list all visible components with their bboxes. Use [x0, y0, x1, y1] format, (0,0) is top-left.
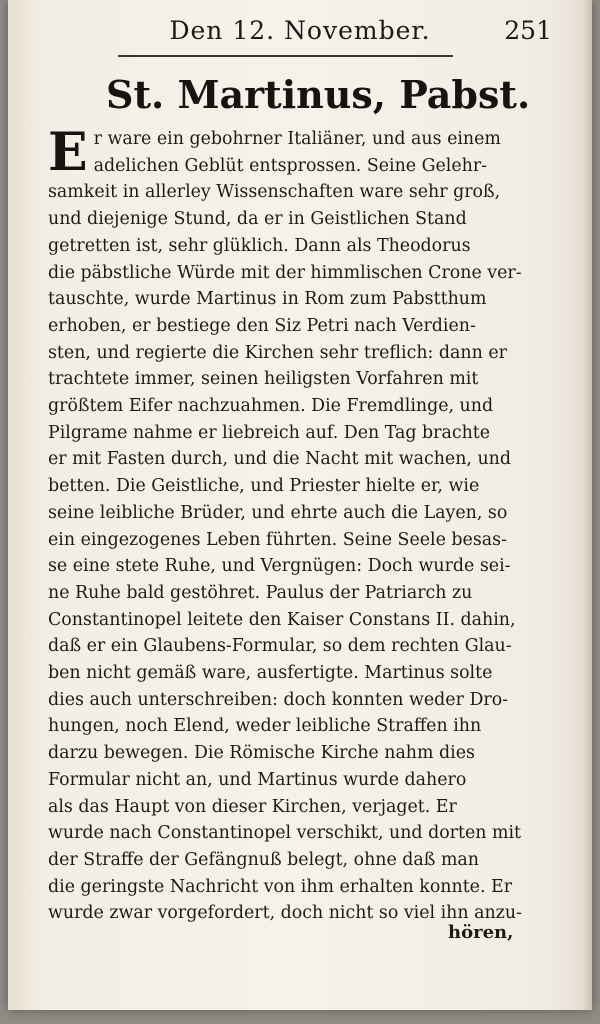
- text-line: trachtete immer, seinen heiligsten Vorfahren mit: [48, 369, 479, 390]
- page-edge-shadow: [582, 0, 592, 1010]
- text-line: samkeit in allerley Wissenschaften ware sehr groß,: [48, 182, 501, 203]
- header-rule: [118, 55, 453, 57]
- page-header: [8, 12, 592, 52]
- text-line: Constantinopel leitete den Kaiser Constans II. dahin,: [48, 609, 516, 630]
- text-line: tauschte, wurde Martinus in Rom zum Pabstthum: [48, 289, 487, 310]
- text-line: seine leibliche Brüder, und ehrte auch die Layen, so: [48, 502, 508, 523]
- text-line: die geringste Nachricht von ihm erhalten konnte. Er: [48, 876, 513, 897]
- page-number: 251: [504, 16, 552, 45]
- text-line: se eine stete Ruhe, und Vergnügen: Doch wurde sei-: [48, 556, 511, 577]
- text-line: und diejenige Stund, da er in Geistlichen Stand: [48, 209, 467, 230]
- text-line: er mit Fasten durch, und die Nacht mit wachen, und: [48, 449, 511, 470]
- text-line: adelichen Geblüt entsprossen. Seine Gelehr-: [93, 155, 488, 176]
- text-line: als das Haupt von dieser Kirchen, verjaget. Er: [48, 796, 457, 817]
- text-line: ben nicht gemäß ware, ausfertigte. Martinus solte: [48, 663, 493, 684]
- text-line: r ware ein gebohrner Italiäner, und aus einem: [93, 129, 501, 149]
- text-line: betten. Die Geistliche, und Priester hielte er, wie: [48, 476, 480, 497]
- text-line: hungen, noch Elend, weder leibliche Straffen ihn: [48, 716, 482, 737]
- text-line: erhoben, er bestiege den Siz Petri nach Verdien-: [48, 315, 476, 336]
- text-line: die päbstliche Würde mit der himmlischen Crone ver-: [48, 262, 522, 283]
- text-line: wurde zwar vorgefordert, doch nicht so viel ihn anzu-: [48, 903, 522, 924]
- text-line: Formular nicht an, und Martinus wurde dahero: [48, 769, 467, 790]
- text-line: ne Ruhe bald gestöhret. Paulus der Patriarch zu: [48, 582, 473, 603]
- book-page: [8, 0, 592, 1010]
- body-text: [48, 122, 553, 927]
- running-title: Den 12. November.: [169, 16, 431, 45]
- text-line: sten, und regierte die Kirchen sehr treflich: dann er: [48, 342, 507, 363]
- text-line: daß er ein Glaubens-Formular, so dem rechten Glau-: [48, 636, 512, 657]
- text-line: dies auch unterschreiben: doch konnten weder Dro-: [48, 689, 509, 710]
- text-line: der Straffe der Gefängnuß belegt, ohne daß man: [48, 849, 480, 870]
- drop-cap: E: [48, 122, 88, 183]
- text-line: getretten ist, sehr glüklich. Dann als Theodorus: [48, 235, 471, 256]
- text-line: größtem Eifer nachzuahmen. Die Fremdlinge, und: [48, 396, 494, 417]
- text-line: wurde nach Constantinopel verschikt, und dorten mit: [48, 823, 522, 844]
- text-line: Pilgrame nahme er liebreich auf. Den Tag brachte: [48, 422, 491, 443]
- text-line: ein eingezogenes Leben führten. Seine Seele besas-: [48, 529, 507, 550]
- chapter-title: St. Martinus, Pabst.: [106, 72, 531, 117]
- catchword: hören,: [448, 922, 514, 943]
- text-line: darzu bewegen. Die Römische Kirche nahm dies: [48, 743, 475, 764]
